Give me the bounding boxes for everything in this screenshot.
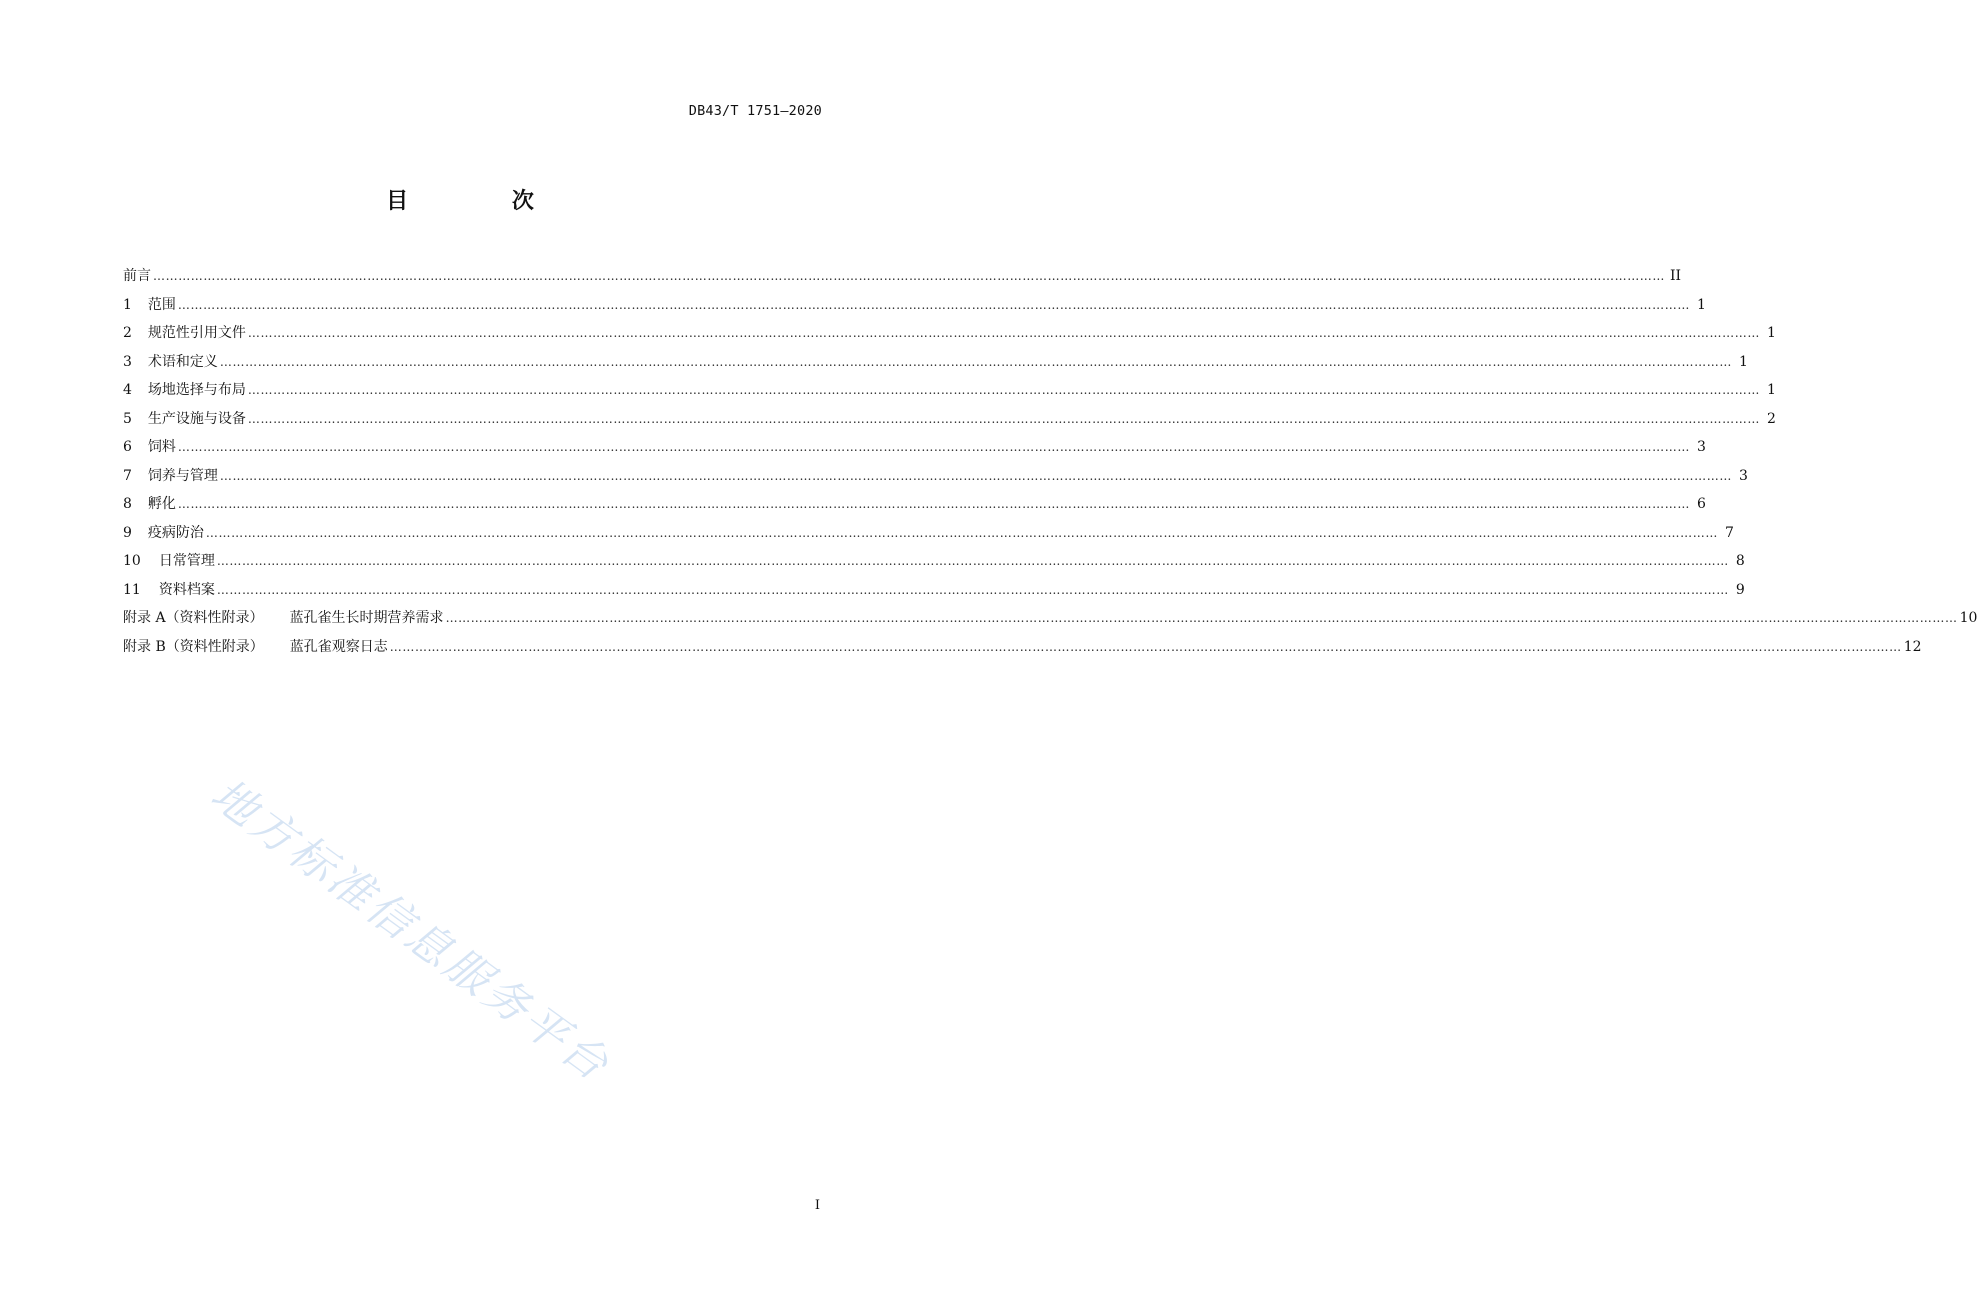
- toc-entry-page: 2: [1767, 410, 1776, 427]
- toc-entry-page: 10: [1959, 610, 1977, 626]
- toc-dot-leader: ………………………………………………………………………………………………………………………………………………………………………………………………………………………………………………………………………………………………………………………………: [216, 582, 1729, 597]
- toc-entry-page: 1: [1739, 353, 1748, 370]
- toc-entry-number: 附录 B（资料性附录）: [123, 638, 264, 655]
- toc-dot-leader: ………………………………………………………………………………………………………………………………………………………………………………………………………………………………………………………………………………………………………………………………: [177, 497, 1690, 511]
- toc-entry-page: 6: [1697, 496, 1706, 512]
- toc-entry-page: 1: [1697, 296, 1706, 313]
- toc-entry-number: 11: [123, 581, 141, 598]
- toc-entry[interactable]: [123, 490, 1706, 519]
- toc-dot-leader: ………………………………………………………………………………………………………………………………………………………………………………………………………………………………………………………………………………………………………………………………: [177, 297, 1690, 312]
- toc-entry-number: 2: [123, 325, 132, 341]
- toc-entry-label: 孵化: [147, 496, 176, 512]
- toc-entry-label: 生产设施与设备: [147, 410, 246, 427]
- toc-entry-label: 疫病防治: [147, 524, 204, 541]
- toc-dot-leader: ………………………………………………………………………………………………………………………………………………………………………………………………………………………………………………………………………………………………………………………………: [177, 440, 1690, 454]
- toc-entry-page: II: [1669, 268, 1681, 284]
- toc-entry[interactable]: [123, 547, 1745, 576]
- page-title: 目 次: [386, 189, 582, 214]
- toc-entry-number: 1: [123, 296, 132, 313]
- toc-dot-leader: ………………………………………………………………………………………………………………………………………………………………………………………………………………………………………………………………………………………………………………………………: [205, 525, 1718, 540]
- toc-dot-leader: ………………………………………………………………………………………………………………………………………………………………………………………………………………………………………………………………………………………………………………………………: [153, 269, 1665, 283]
- toc-entry-page: 7: [1725, 524, 1734, 541]
- toc-entry[interactable]: [123, 433, 1706, 462]
- toc-entry-number: 5: [123, 410, 132, 427]
- page-number: I: [814, 1198, 820, 1213]
- toc-entry-number: 9: [123, 524, 132, 541]
- toc-entry[interactable]: [123, 405, 1776, 434]
- toc-entry-page: 3: [1697, 439, 1706, 455]
- toc-entry-label: 饲料: [147, 439, 176, 455]
- toc-dot-leader: ………………………………………………………………………………………………………………………………………………………………………………………………………………………………………………………………………………………………………………………………: [389, 639, 1902, 654]
- toc-entry-label: 日常管理: [158, 553, 215, 569]
- toc-entry-number: 8: [123, 496, 132, 512]
- toc-entry[interactable]: [123, 376, 1776, 405]
- toc-entry-page: 9: [1735, 581, 1745, 598]
- toc-entry-label: 规范性引用文件: [147, 325, 246, 341]
- toc-entry-number: 附录 A（资料性附录）: [123, 610, 264, 626]
- toc-entry-page: 3: [1739, 467, 1748, 484]
- toc-dot-leader: ………………………………………………………………………………………………………………………………………………………………………………………………………………………………………………………………………………………………………………………………: [247, 383, 1760, 397]
- toc-dot-leader: ………………………………………………………………………………………………………………………………………………………………………………………………………………………………………………………………………………………………………………………………: [247, 411, 1760, 426]
- toc-entry-number: 4: [123, 382, 132, 398]
- toc-entry-page: 1: [1767, 325, 1776, 341]
- toc-dot-leader: ………………………………………………………………………………………………………………………………………………………………………………………………………………………………………………………………………………………………………………………………: [219, 354, 1732, 369]
- toc-entry-number: 7: [123, 467, 132, 484]
- toc-dot-leader: ………………………………………………………………………………………………………………………………………………………………………………………………………………………………………………………………………………………………………………………………: [219, 468, 1732, 483]
- document-code: DB43/T 1751—2020: [688, 103, 822, 119]
- toc-dot-leader: ………………………………………………………………………………………………………………………………………………………………………………………………………………………………………………………………………………………………………………………………: [216, 554, 1729, 568]
- toc-entry-label: 蓝孔雀生长时期营养需求: [289, 610, 444, 626]
- toc-entry[interactable]: [123, 633, 1922, 662]
- toc-entry-label: 范围: [147, 296, 176, 313]
- toc-entry-page: 8: [1735, 553, 1745, 569]
- toc-entry-label: 术语和定义: [147, 353, 218, 370]
- toc-dot-leader: ………………………………………………………………………………………………………………………………………………………………………………………………………………………………………………………………………………………………………………………………: [247, 326, 1760, 340]
- toc-entry[interactable]: [123, 604, 1977, 633]
- toc-dot-leader: ………………………………………………………………………………………………………………………………………………………………………………………………………………………………………………………………………………………………………………………………: [445, 611, 1958, 625]
- toc-entry-number: 6: [123, 439, 132, 455]
- toc-entry[interactable]: [123, 462, 1748, 491]
- toc-entry-number: 3: [123, 353, 132, 370]
- toc-entry[interactable]: [123, 519, 1734, 548]
- toc-entry[interactable]: [123, 291, 1706, 320]
- watermark: 地方标准信息服务平台: [201, 768, 620, 1093]
- toc-entry-page: 12: [1903, 638, 1922, 655]
- toc-entry-label: 前言: [123, 268, 151, 284]
- toc-entry[interactable]: [123, 262, 1681, 291]
- toc-entry[interactable]: [123, 348, 1748, 377]
- toc-entry[interactable]: [123, 319, 1776, 348]
- toc-entry-page: 1: [1767, 382, 1776, 398]
- toc-entry-label: 蓝孔雀观察日志: [289, 638, 388, 655]
- toc-entry[interactable]: [123, 576, 1745, 605]
- toc-entry-number: 10: [123, 553, 141, 569]
- toc-entry-label: 资料档案: [158, 581, 215, 598]
- toc-entry-label: 场地选择与布局: [147, 382, 246, 398]
- toc-entry-label: 饲养与管理: [147, 467, 218, 484]
- table-of-contents: [123, 262, 1977, 661]
